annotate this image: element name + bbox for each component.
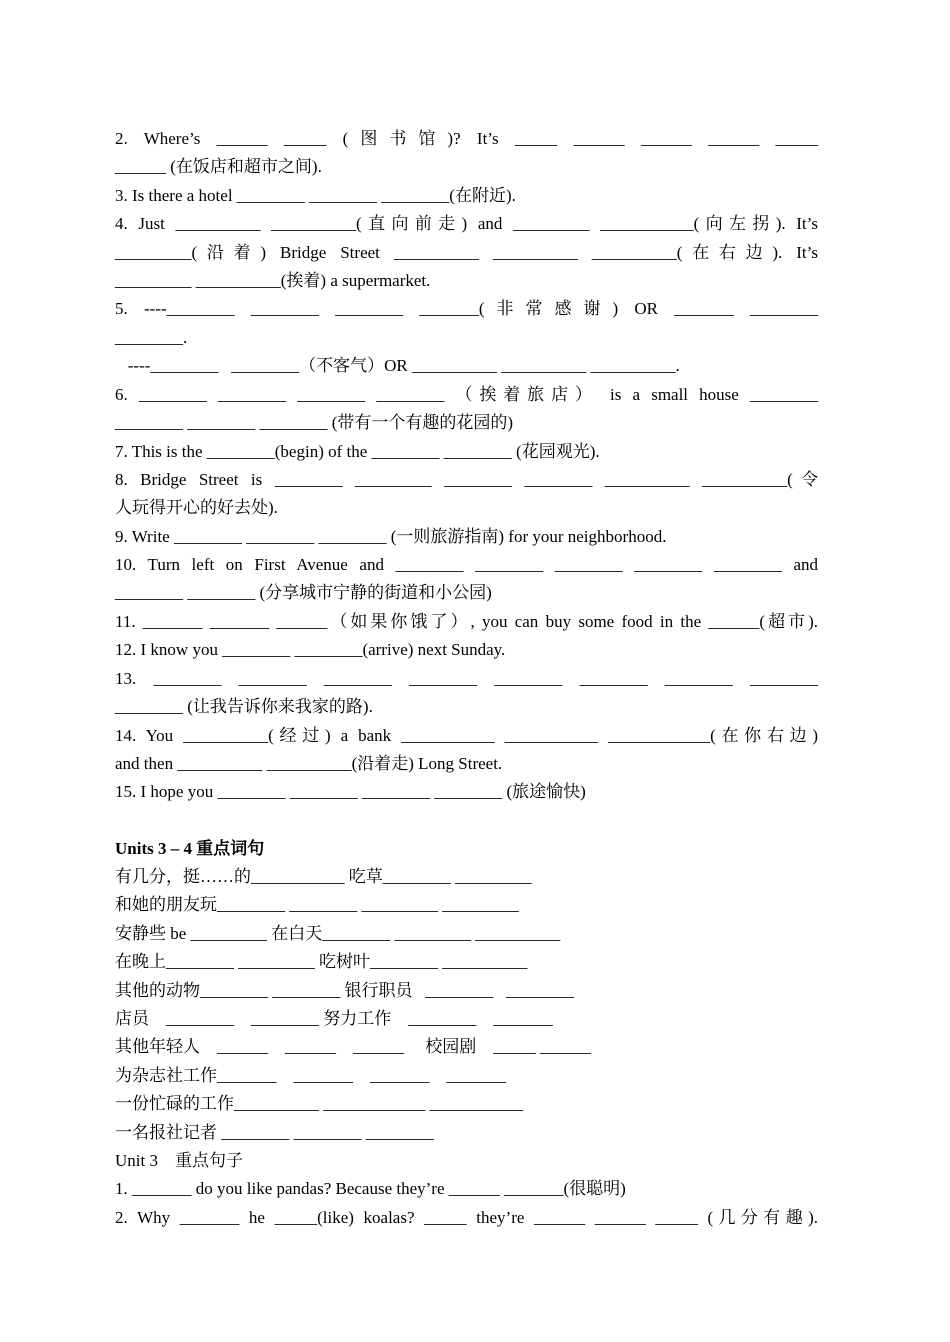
exercise-line: 一份忙碌的工作__________ ____________ ___________ <box>115 1094 523 1113</box>
exercise-line: 一名报社记者 ________ ________ ________ <box>115 1123 434 1142</box>
exercise-line: 人玩得开心的好去处). <box>115 498 278 517</box>
exercise-line: 8. Bridge Street is ________ _________ ________ ________ __________ __________(令 <box>115 470 818 489</box>
exercise-line: 5. ----________ ________ ________ _______(非常感谢) OR _______ ________ <box>115 299 818 318</box>
exercise-line: and then __________ __________(沿着走) Long Street. <box>115 754 503 773</box>
exercise-line: 1. _______ do you like pandas? Because they’re ______ _______(很聪明) <box>115 1179 626 1198</box>
exercise-line: ________ ________ ________ (带有一个有趣的花园的) <box>115 413 514 432</box>
exercise-line: ______ (在饭店和超市之间). <box>115 157 322 176</box>
section-heading: Units 3 – 4 重点词句 <box>115 839 265 858</box>
exercise-line: 店员 ________ ________ 努力工作 ________ _______ <box>115 1009 553 1028</box>
exercise-line: 2. Why _______ he _____(like) koalas? _____ they’re ______ ______ _____ (几分有趣). <box>115 1208 818 1227</box>
exercise-line: 6. ________ ________ ________ ________ （挨着旅店） is a small house ________ <box>115 385 818 404</box>
exercise-line: 其他的动物________ ________ 银行职员 ________ ________ <box>115 981 574 1000</box>
exercise-line: 14. You __________(经过) a bank ___________ ___________ ____________(在你右边) <box>115 726 818 745</box>
exercise-line: 12. I know you ________ ________(arrive) next Sunday. <box>115 640 506 659</box>
exercise-line: 15. I hope you ________ ________ ________ ________ (旅途愉快) <box>115 782 586 801</box>
exercise-line: ________ ________ (分享城市宁静的街道和小公园) <box>115 583 492 602</box>
exercise-line: 10. Turn left on First Avenue and ________ ________ ________ ________ ________ and <box>115 555 818 574</box>
exercise-line: 其他年轻人 ______ ______ ______ 校园剧 _____ ______ <box>115 1037 591 1056</box>
exercise-line: 安静些 be _________ 在白天________ _________ __________ <box>115 924 561 943</box>
exercise-line: ________. <box>115 328 188 347</box>
exercise-line: 13. ________ ________ ________ ________ ________ ________ ________ ________ <box>115 669 818 688</box>
exercise-line: 3. Is there a hotel ________ ________ ________(在附近). <box>115 186 516 205</box>
exercise-line: 4. Just __________ __________(直向前走) and _________ ___________(向左拐). It’s <box>115 214 818 233</box>
exercise-line: Unit 3 重点句子 <box>115 1151 243 1170</box>
exercise-line: _________ __________(挨着) a supermarket. <box>115 271 431 290</box>
exercise-line: 9. Write ________ ________ ________ (一则旅游指南) for your neighborhood. <box>115 527 667 546</box>
exercise-line: 和她的朋友玩________ ________ _________ _________ <box>115 895 519 914</box>
exercise-line: ________ (让我告诉你来我家的路). <box>115 697 373 716</box>
exercise-line: 7. This is the ________(begin) of the ________ ________ (花园观光). <box>115 442 600 461</box>
exercise-line: 为杂志社工作_______ _______ _______ _______ <box>115 1066 506 1085</box>
exercise-line: 在晚上________ _________ 吃树叶________ __________ <box>115 952 528 971</box>
exercise-line: 11. _______ _______ ______（如果你饿了）, you can buy some food in the ______(超市). <box>115 612 818 631</box>
exercise-line: _________(沿着) Bridge Street __________ __________ __________(在右边). It’s <box>115 243 818 262</box>
exercise-line: 2. Where’s ______ _____ (图书馆)? It’s _____ ______ ______ ______ _____ <box>115 129 818 148</box>
exercise-line: ----________ ________（不客气）OR __________ __________ __________. <box>115 356 680 375</box>
exercise-line: 有几分，挺……的___________ 吃草________ _________ <box>115 867 532 886</box>
